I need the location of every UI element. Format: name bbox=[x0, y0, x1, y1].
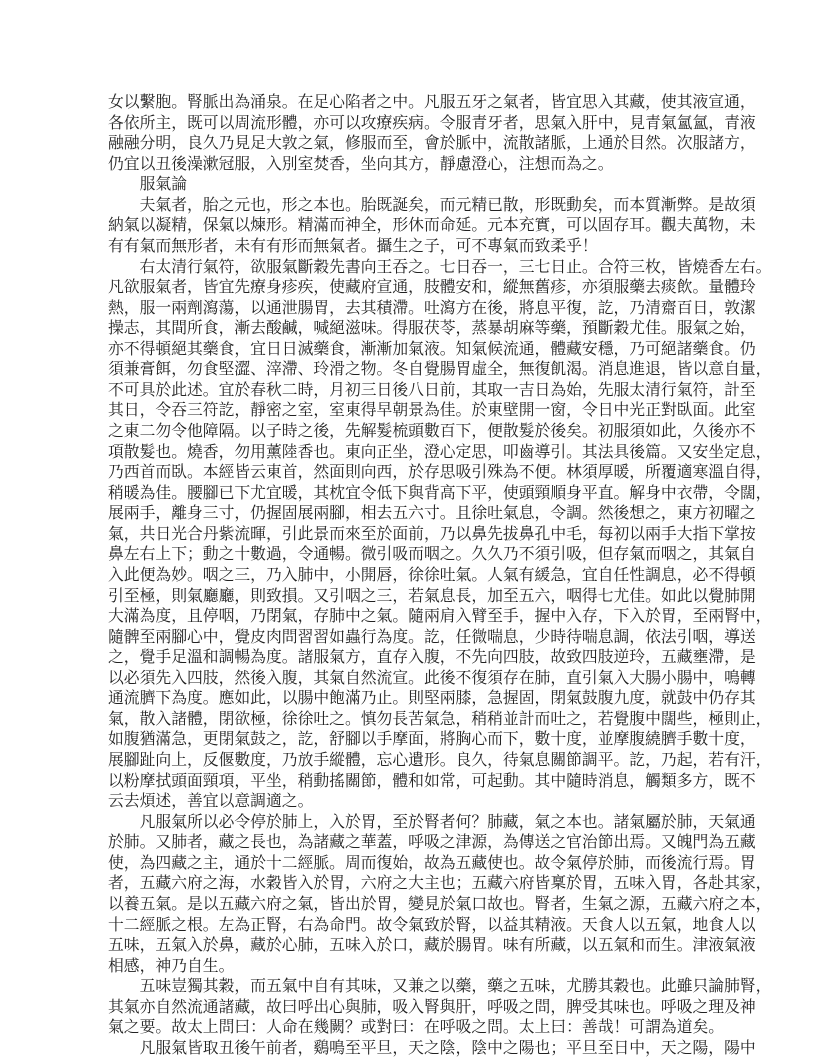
text-line: 者，五藏六府之海，水穀皆入於胃，六府之大主也；五藏六府皆稟於胃，五味入胃，各赴其家， bbox=[108, 873, 772, 893]
text-line: 通流臍下為度。應如此，以腸中飽滿乃止。則堅兩膝，急握固，閉氣鼓腹九度，就鼓中仍存其 bbox=[108, 688, 756, 708]
text-line: 使，為四藏之主，通於十二經脈。周而復始，故為五藏使也。故令氣停於肺，而後流行焉。胃 bbox=[108, 852, 756, 872]
text-line: 各依所主，既可以周流形體，亦可以攻療疾病。令服青牙者，思氣入肝中，見青氣氳氳，青液 bbox=[108, 112, 756, 132]
paragraph bbox=[108, 976, 772, 1038]
text-line: 融融分明，良久乃見足大敦之氣，修服而至，會於脈中，流散諸脈，上通於目然。次服諸方， bbox=[108, 133, 756, 153]
text-line: 引至極，則氣廳廳，則致損。又引咽之三，若氣息長，加至五六，咽得七尤佳。如此以覺肺開 bbox=[108, 585, 756, 605]
text-line: 夫氣者，胎之元也，形之本也。胎既誕矣，而元精已散，形既動矣，而本質漸弊。是故須 bbox=[139, 194, 756, 214]
text-line: 氣之要。故太上問曰：人命在幾闕？或對曰：在呼吸之問。太上曰：善哉！可謂為道矣。 bbox=[108, 1017, 725, 1037]
text-line: 凡欲服氣者，皆宜先療身疹疾，使藏府宣通，肢體安和，縱無舊疹，亦須服藥去痰飲。量體玲 bbox=[108, 277, 756, 297]
text-line: 仍宜以丑後澡漱冠服，入別室焚香，坐向其方，靜慮澄心，注想而為之。 bbox=[108, 153, 614, 173]
text-line: 操志，其間所食，漸去酸鹹，喊絕滋味。得服茯苓，蒸暴胡麻等藥，預斷穀尤佳。服氣之始， bbox=[108, 318, 756, 338]
text-line: 以養五氣。是以五藏六府之氣，皆出於胃，變見於氣口故也。腎者，生氣之源，五藏六府之本， bbox=[108, 893, 772, 913]
text-line: 稍暖為佳。腰腳已下尤宜暖，其枕宜令低下與背高下平，使頭頸順身平直。解身中衣帶，令闊， bbox=[108, 482, 772, 502]
heading-text: 服氣論 bbox=[139, 174, 187, 194]
text-line: 相感，神乃自生。 bbox=[108, 955, 235, 975]
document-page bbox=[108, 92, 772, 1058]
text-line: 女以繫胞。腎脈出為涌泉。在足心陷者之中。凡服五牙之氣者，皆宜思入其藏，使其液宣通， bbox=[108, 92, 756, 111]
text-line: 五味豈獨其穀，而五氣中自有其味，又兼之以藥，藥之五味，尤勝其穀也。此雖只論肺腎， bbox=[139, 976, 772, 996]
text-line: 云去煩述，善宜以意調適之。 bbox=[108, 791, 314, 811]
text-line: 入此便為妙。咽之三，乃入肺中，小開唇，徐徐吐氣。人氣有緩急，宜自任性調息，必不得頓 bbox=[108, 564, 756, 584]
text-line: 凡服氣所以必令停於肺上，入於胃，至於腎者何？肺藏，氣之本也。諸氣屬於肺，天氣通 bbox=[139, 811, 756, 831]
text-line: 展腳趾向上，反偃數度，乃放手縱體，忘心遺形。良久，待氣息關節調平。訖，乃起，若有汗， bbox=[108, 750, 772, 769]
text-line: 凡服氣皆取丑後午前者，鷄鳴至平旦，天之陰，陰中之陽也；平旦至日中，天之陽，陽中 bbox=[139, 1037, 756, 1057]
text-line: 之，覺手足溫和調暢為度。諸服氣方，直存入腹，不先向四肢，故致四肢逆玲，五藏壅滯，是 bbox=[108, 647, 756, 667]
text-line: 不可具於此述。宜於春秋二時，月初三日後八日前，其取一吉日為始，先服太清行氣符，計至 bbox=[108, 379, 756, 399]
paragraph bbox=[108, 194, 756, 257]
text-line: 如腹猶滿急，更閉氣鼓之，訖，舒腳以手摩面，將胸心而下，數十度，並摩腹繞臍手數十度， bbox=[108, 729, 756, 749]
text-line: 其日，令吞三符訖，靜密之室，室東得早朝景為佳。於東壁開一窗，令日中光正對臥面。此室 bbox=[108, 400, 756, 420]
text-line: 之東二勿令他障隔。以子時之後，先解髮梳頭數百下，便散髮於後矣。初服須如此，久後亦不 bbox=[108, 421, 756, 440]
text-line: 乃西首而臥。本經皆云東首，然面則向西，於存思吸引殊為不便。林須厚暖，所覆適寒溫自得， bbox=[108, 462, 772, 482]
text-line: 氣，散入諸體，閉欲極，徐徐吐之。慎勿長苦氣急，稍稍並計而吐之，若覺腹中闊些，極則止， bbox=[108, 708, 772, 728]
text-line: 項散髮也。燒香，勿用薰陸香也。東向正坐，澄心定思，叩齒導引。其法具後篇。又安坐定息， bbox=[108, 441, 772, 461]
text-line: 於肺。又肺者，藏之長也，為諸藏之華蓋，呼吸之津源，為傳送之官治節出焉。又魄門為五藏 bbox=[108, 832, 756, 852]
text-line: 十二經脈之根。左為正腎，右為命門。故令氣致於腎，以益其精液。天食人以五氣，地食人以 bbox=[108, 914, 756, 934]
text-line: 有有氣而無形者，未有有形而無氣者。攝生之子，可不專氣而致柔乎！ bbox=[108, 235, 598, 255]
paragraph bbox=[108, 92, 756, 174]
paragraph bbox=[108, 256, 772, 812]
text-line: 五味，五氣入於鼻，藏於心肺，五味入於口，藏於腸胃。味有所藏，以五氣和而生。津液氣液 bbox=[108, 935, 756, 955]
text-line: 右太清行氣符，欲服氣斷穀先書向王吞之。七日吞一，三七日止。合符三枚，皆燒香左右。 bbox=[139, 256, 772, 276]
text-line: 展兩手，離身三寸，仍握固展兩腳，相去五六寸。且徐吐氣息，令調。然後想之，東方初曜之 bbox=[108, 503, 756, 523]
text-line: 其氣亦自然流通諸藏，故曰呼出心與肺，吸入腎與肝，呼吸之問，脾受其味也。呼吸之理及神 bbox=[108, 996, 756, 1016]
text-line: 須兼膏餌，勿食堅澀、滓滯、玲滑之物。冬自覺腸胃虛全，無復飢渴。消息進退，皆以意自量， bbox=[108, 359, 772, 379]
text-line: 納氣以凝精，保氣以煉形。精滿而神全，形休而命延。元本充實，可以固存耳。觀夫萬物，未 bbox=[108, 215, 756, 235]
text-line: 熱，服一兩劑瀉蕩，以通泄腸胃，去其積滯。吐瀉方在後，將息平復，訖，乃清齋百日，敦潔 bbox=[108, 297, 756, 317]
text-line: 以粉摩拭頭面頸項，平坐，稍動搖關節，體和如常，可起動。其中隨時消息，觸類多方，既不 bbox=[108, 770, 756, 790]
paragraph bbox=[108, 811, 772, 977]
text-line: 亦不得頓絕其藥食，宜日日滅藥食，漸漸加氣液。知氣候流通，體藏安穩，乃可絕諸藥食。仍 bbox=[108, 338, 756, 358]
text-line: 大滿為度，且停咽，乃閉氣，存肺中之氣。隨兩肩入臂至手，握中入存，下入於胃，至兩腎中， bbox=[108, 606, 772, 626]
text-line: 以必須先入四肢，然後入腹，其氣自然流宣。此後不復須存在肺，直引氣入大腸小腸中，鳴轉 bbox=[108, 667, 756, 687]
paragraph bbox=[108, 1037, 756, 1058]
text-line: 氣，共日光合丹紫流暉，引此景而來至於面前，乃以鼻先拔鼻孔中毛，每初以兩手大指下掌按 bbox=[108, 523, 756, 543]
text-line: 隨髀至兩腳心中，覺皮肉問習習如蟲行為度。訖，任微喘息，少時待喘息調，依法引咽，導送 bbox=[108, 626, 756, 646]
section-heading bbox=[108, 174, 709, 195]
text-line: 鼻左右上下；動之十數過，令通暢。微引吸而咽之。久久乃不須引吸，但存氣而咽之，其氣自 bbox=[108, 544, 756, 564]
